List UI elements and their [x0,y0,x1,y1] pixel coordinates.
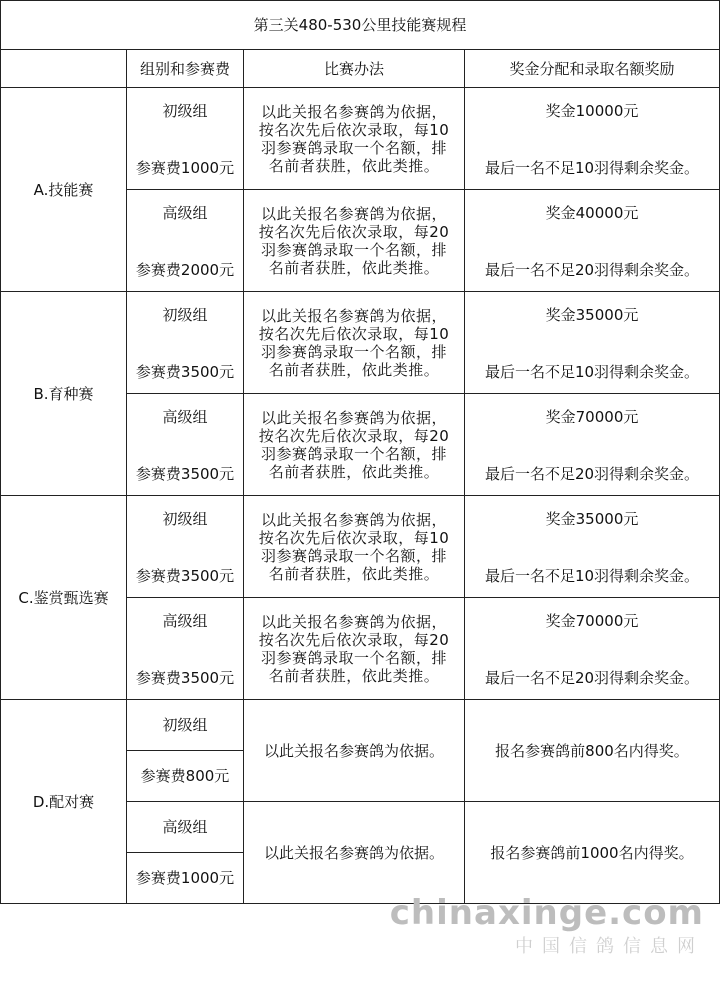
header-event [1,50,127,88]
method-line: 羽参赛鸽录取一个名额，排 [260,138,447,157]
method-line: 名前者获胜，依此类推。 [268,666,440,685]
method-line: 名前者获胜，依此类推。 [268,564,440,583]
group-label: 初级组 [127,700,244,751]
prize-cell [465,88,720,190]
prize-amount: 奖金10000元 [545,102,639,120]
header-group-fee: 组别和参赛费 [127,50,244,88]
fee-label: 参赛费3500元 [135,669,235,687]
method-line: 羽参赛鸽录取一个名额，排 [260,546,447,565]
group-label: 高级组 [127,802,244,853]
method-cell [244,394,465,496]
watermark-domain: chinaxinge.com [389,893,704,933]
fee-label: 参赛费800元 [127,751,244,802]
header-row [1,50,720,88]
method-cell: 以此关报名参赛鸽为依据。 [244,802,465,904]
fee-label: 参赛费1000元 [135,159,235,177]
method-cell [244,496,465,598]
method-cell [244,292,465,394]
fee-label: 参赛费3500元 [135,567,235,585]
prize-cell [465,190,720,292]
event-name: A.技能赛 [1,88,127,292]
prize-amount: 奖金35000元 [545,510,639,528]
group-label: 初级组 [162,510,208,528]
header-method: 比赛办法 [244,50,465,88]
method-line: 羽参赛鸽录取一个名额，排 [260,342,447,361]
method-line: 羽参赛鸽录取一个名额，排 [260,444,447,463]
group-label: 初级组 [162,102,208,120]
fee-label: 参赛费3500元 [135,363,235,381]
prize-amount: 奖金70000元 [545,408,639,426]
method-line: 以此关报名参赛鸽为依据， [260,102,447,121]
method-line: 以此关报名参赛鸽为依据， [260,408,447,427]
prize-amount: 奖金70000元 [545,612,639,630]
prize-note: 最后一名不足10羽得剩余奖金。 [484,363,700,381]
method-line: 按名次先后依次录取，每20 [258,426,450,445]
method-line: 名前者获胜，依此类推。 [268,258,440,277]
page-title: 第三关480-530公里技能赛规程 [1,1,720,50]
group-fee-cell [127,292,244,394]
prize-cell [465,496,720,598]
method-cell [244,88,465,190]
prize-amount: 奖金40000元 [545,204,639,222]
prize-note: 最后一名不足20羽得剩余奖金。 [484,465,700,483]
method-line: 按名次先后依次录取，每10 [258,324,450,343]
prize-cell: 报名参赛鸽前1000名内得奖。 [465,802,720,904]
method-line: 按名次先后依次录取，每20 [258,630,450,649]
method-line: 名前者获胜，依此类推。 [268,360,440,379]
prize-cell [465,394,720,496]
group-fee-cell [127,598,244,700]
fee-label: 参赛费3500元 [135,465,235,483]
method-line: 名前者获胜，依此类推。 [268,156,440,175]
prize-cell [465,598,720,700]
group-fee-cell [127,496,244,598]
method-line: 以此关报名参赛鸽为依据， [260,306,447,325]
table-row [1,88,720,190]
method-cell: 以此关报名参赛鸽为依据。 [244,700,465,802]
prize-cell: 报名参赛鸽前800名内得奖。 [465,700,720,802]
method-line: 名前者获胜，依此类推。 [268,462,440,481]
method-line: 按名次先后依次录取，每10 [258,120,450,139]
prize-note: 最后一名不足10羽得剩余奖金。 [484,567,700,585]
watermark-site-name: 中国信鸽信息网 [515,936,704,957]
fee-label: 参赛费2000元 [135,261,235,279]
method-line: 以此关报名参赛鸽为依据， [260,204,447,223]
method-line: 羽参赛鸽录取一个名额，排 [260,240,447,259]
prize-note: 最后一名不足10羽得剩余奖金。 [484,159,700,177]
method-line: 以此关报名参赛鸽为依据， [260,612,447,631]
table-row [1,496,720,598]
watermark [390,893,704,959]
method-cell [244,598,465,700]
group-label: 初级组 [162,306,208,324]
fee-label: 参赛费1000元 [127,853,244,904]
group-label: 高级组 [162,204,208,222]
group-fee-cell [127,190,244,292]
table-row [1,700,720,751]
group-label: 高级组 [162,408,208,426]
prize-cell [465,292,720,394]
event-name: C.鉴赏甄选赛 [1,496,127,700]
method-line: 以此关报名参赛鸽为依据， [260,510,447,529]
method-cell [244,190,465,292]
prize-note: 最后一名不足20羽得剩余奖金。 [484,261,700,279]
method-line: 羽参赛鸽录取一个名额，排 [260,648,447,667]
prize-note: 最后一名不足20羽得剩余奖金。 [484,669,700,687]
event-name: D.配对赛 [1,700,127,904]
method-line: 按名次先后依次录取，每10 [258,528,450,547]
group-fee-cell [127,88,244,190]
table-row [1,292,720,394]
prize-amount: 奖金35000元 [545,306,639,324]
group-fee-cell [127,394,244,496]
group-label: 高级组 [162,612,208,630]
method-line: 按名次先后依次录取，每20 [258,222,450,241]
event-name: B.育种赛 [1,292,127,496]
header-prize: 奖金分配和录取名额奖励 [465,50,720,88]
